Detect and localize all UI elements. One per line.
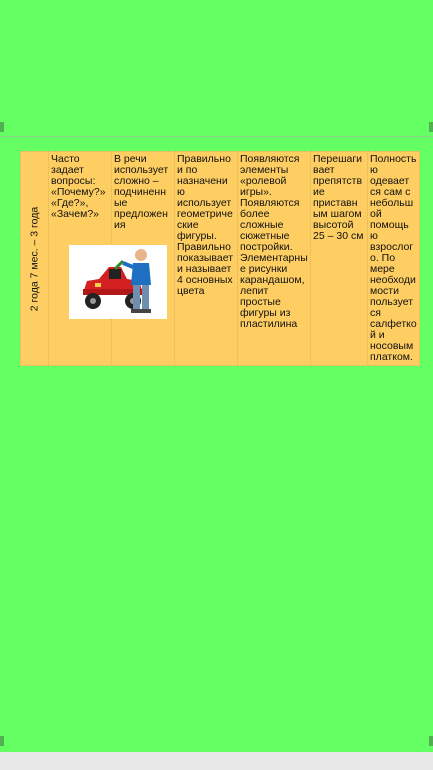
cell-text: Появляются элементы «ролевой игры». Появляются более сложные сюжетные постройки. Элементарны е рисунки карандашом, лепит простые фигуры из пластилина: [240, 153, 308, 330]
page-corner-mark: [0, 736, 4, 746]
age-label: 2 года 7 мес. – 3 года: [28, 206, 40, 311]
cell-text: В речи использует сложно – подчиненн ые предложен ия: [114, 153, 169, 231]
cell-text: Часто задает вопросы: «Почему?» «Где?», «Зачем?»: [51, 153, 106, 220]
cell-text: Перешаги вает препятств ие приставн ым шагом высотой 25 – 30 см: [313, 153, 364, 242]
page-divider: [0, 136, 433, 137]
toddler-toy-car-image: [69, 245, 167, 319]
page-corner-mark: [429, 122, 433, 132]
self-care-cell: [368, 152, 420, 366]
bottom-bar: [0, 752, 433, 770]
motor-skills-cell: [311, 152, 368, 366]
cell-text: Правильно и по назначени ю использует геометриче ские фигуры. Правильно показывает и называет 4 основных цвета: [177, 153, 234, 297]
age-cell: [21, 152, 49, 366]
play-drawing-cell: [238, 152, 311, 366]
page-corner-mark: [0, 122, 4, 132]
shapes-colors-cell: [175, 152, 238, 366]
cell-text: Полность ю одевает ся сам с небольш ой помощь ю взрослог о. По мере необходи мости пользует ся салфетко й и носовым платком.: [370, 153, 417, 363]
page-corner-mark: [429, 736, 433, 746]
